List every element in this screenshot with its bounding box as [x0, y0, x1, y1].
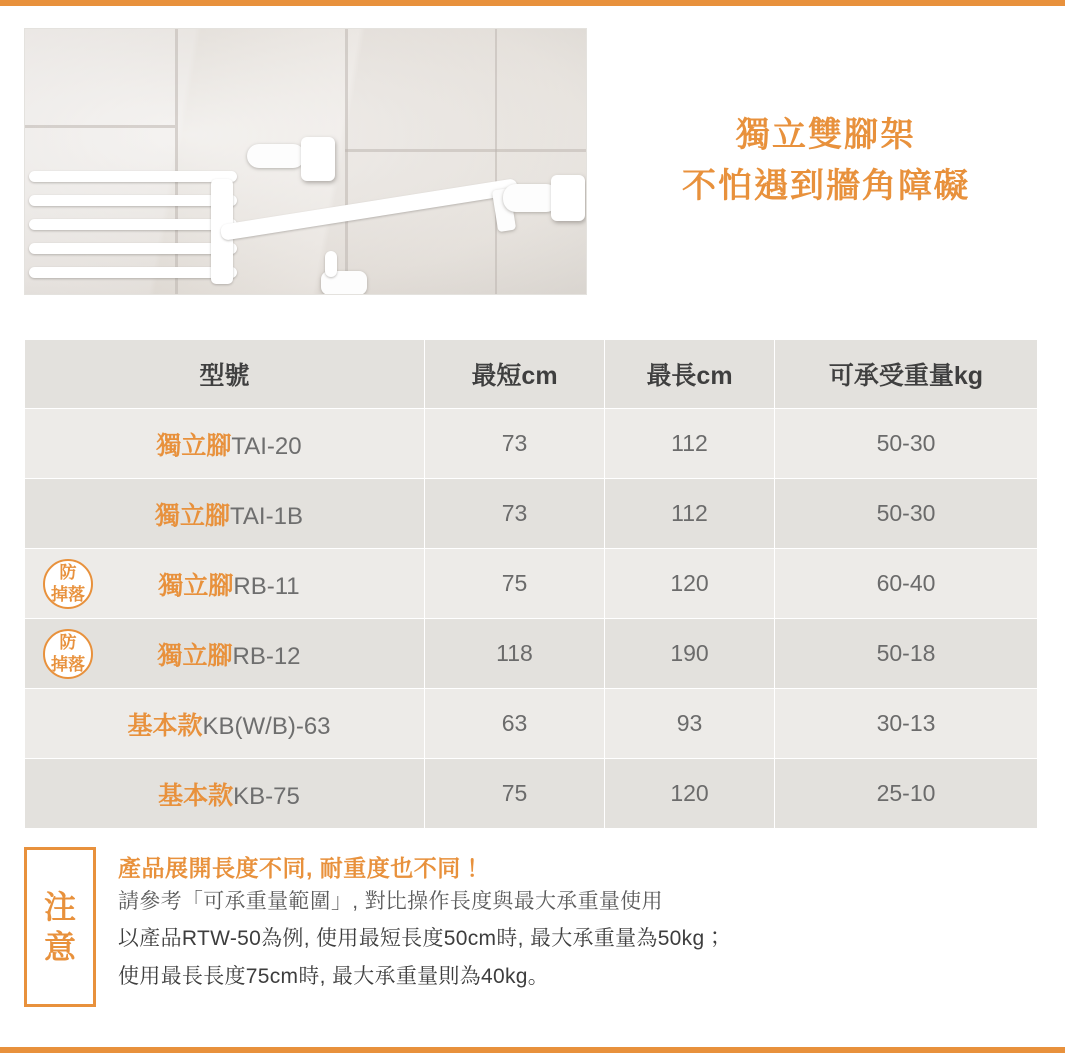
- telescopic-pole: [220, 178, 519, 241]
- min-length-value: 75: [425, 549, 605, 619]
- note-paragraph-line1: 以產品RTW-50為例, 使用最短長度50cm時, 最大承重量為50kg；: [118, 927, 726, 951]
- column-header-model: 型號: [25, 340, 425, 409]
- model-cell: [25, 619, 425, 689]
- max-length-value: 93: [605, 689, 775, 759]
- table-row: [25, 759, 1038, 829]
- hero-headline-line1: 獨立雙腳架: [736, 116, 916, 154]
- rack-rod: [29, 243, 237, 254]
- note-paragraph-line2: 使用最長長度75cm時, 最大承重量則為40kg。: [118, 964, 550, 988]
- load-capacity-value: 50-18: [775, 619, 1038, 689]
- min-length-value: 118: [425, 619, 605, 689]
- min-length-value: 73: [425, 479, 605, 549]
- model-prefix: 獨立腳: [158, 571, 234, 600]
- note-label-line1: 注: [43, 889, 76, 925]
- rack-rod: [29, 219, 237, 230]
- model-code: KB(W/B)-63: [202, 712, 331, 740]
- note-title: 產品展開長度不同, 耐重度也不同！: [118, 855, 485, 881]
- load-capacity-value: 50-30: [775, 409, 1038, 479]
- model-cell: [25, 409, 425, 479]
- wall-plate-right: [551, 175, 585, 221]
- wall-plate-left: [301, 137, 335, 181]
- model-prefix: 獨立腳: [157, 641, 233, 670]
- load-capacity-value: 60-40: [775, 549, 1038, 619]
- max-length-value: 112: [605, 479, 775, 549]
- badge-line2: 掉落: [51, 654, 85, 674]
- model-code: RB-12: [232, 642, 301, 670]
- hero-headline: [587, 28, 1065, 212]
- max-length-value: 120: [605, 549, 775, 619]
- table-row: [25, 409, 1038, 479]
- model-cell: [25, 689, 425, 759]
- column-header-load: 可承受重量kg: [775, 340, 1038, 409]
- model-cell: [25, 549, 425, 619]
- model-prefix: 獨立腳: [156, 431, 232, 460]
- support-foot-stem: [325, 251, 337, 277]
- anti-drop-badge: [43, 559, 93, 609]
- model-prefix: 基本款: [127, 711, 203, 740]
- hero-section: [0, 6, 1065, 295]
- model-code: TAI-20: [231, 432, 302, 460]
- note-section: [24, 847, 1041, 1007]
- min-length-value: 63: [425, 689, 605, 759]
- model-cell: [25, 479, 425, 549]
- rack-rod: [29, 195, 237, 206]
- max-length-value: 120: [605, 759, 775, 829]
- badge-line1: 防: [59, 632, 77, 652]
- max-length-value: 190: [605, 619, 775, 689]
- table-row: [25, 549, 1038, 619]
- load-capacity-value: 30-13: [775, 689, 1038, 759]
- table-row: [25, 479, 1038, 549]
- table-row: [25, 619, 1038, 689]
- hero-headline-line2: 不怕遇到牆角障礙: [682, 167, 970, 205]
- model-code: KB-75: [233, 782, 300, 810]
- model-cell: [25, 759, 425, 829]
- anti-drop-badge: [43, 629, 93, 679]
- table-header-row: [25, 340, 1038, 409]
- note-subtitle: 請參考「可承重量範圍」, 對比操作長度與最大承重量使用: [118, 889, 663, 913]
- note-label-line2: 意: [43, 929, 76, 965]
- table-row: [25, 689, 1038, 759]
- model-prefix: 基本款: [158, 781, 234, 810]
- model-code: RB-11: [233, 572, 300, 600]
- load-capacity-value: 50-30: [775, 479, 1038, 549]
- model-prefix: 獨立腳: [155, 501, 231, 530]
- wall-bracket-left: [247, 144, 305, 168]
- column-header-max: 最長cm: [605, 340, 775, 409]
- note-body: [96, 847, 726, 1007]
- badge-line1: 防: [59, 562, 77, 582]
- spec-table: [24, 339, 1038, 829]
- max-length-value: 112: [605, 409, 775, 479]
- column-header-min: 最短cm: [425, 340, 605, 409]
- badge-line2: 掉落: [51, 584, 85, 604]
- model-code: TAI-1B: [230, 502, 303, 530]
- rack-rod: [29, 171, 237, 182]
- rack-rod: [29, 267, 237, 278]
- clothes-rack-illustration: [25, 29, 586, 294]
- min-length-value: 73: [425, 409, 605, 479]
- product-photo: [24, 28, 587, 295]
- min-length-value: 75: [425, 759, 605, 829]
- note-label: [24, 847, 96, 1007]
- load-capacity-value: 25-10: [775, 759, 1038, 829]
